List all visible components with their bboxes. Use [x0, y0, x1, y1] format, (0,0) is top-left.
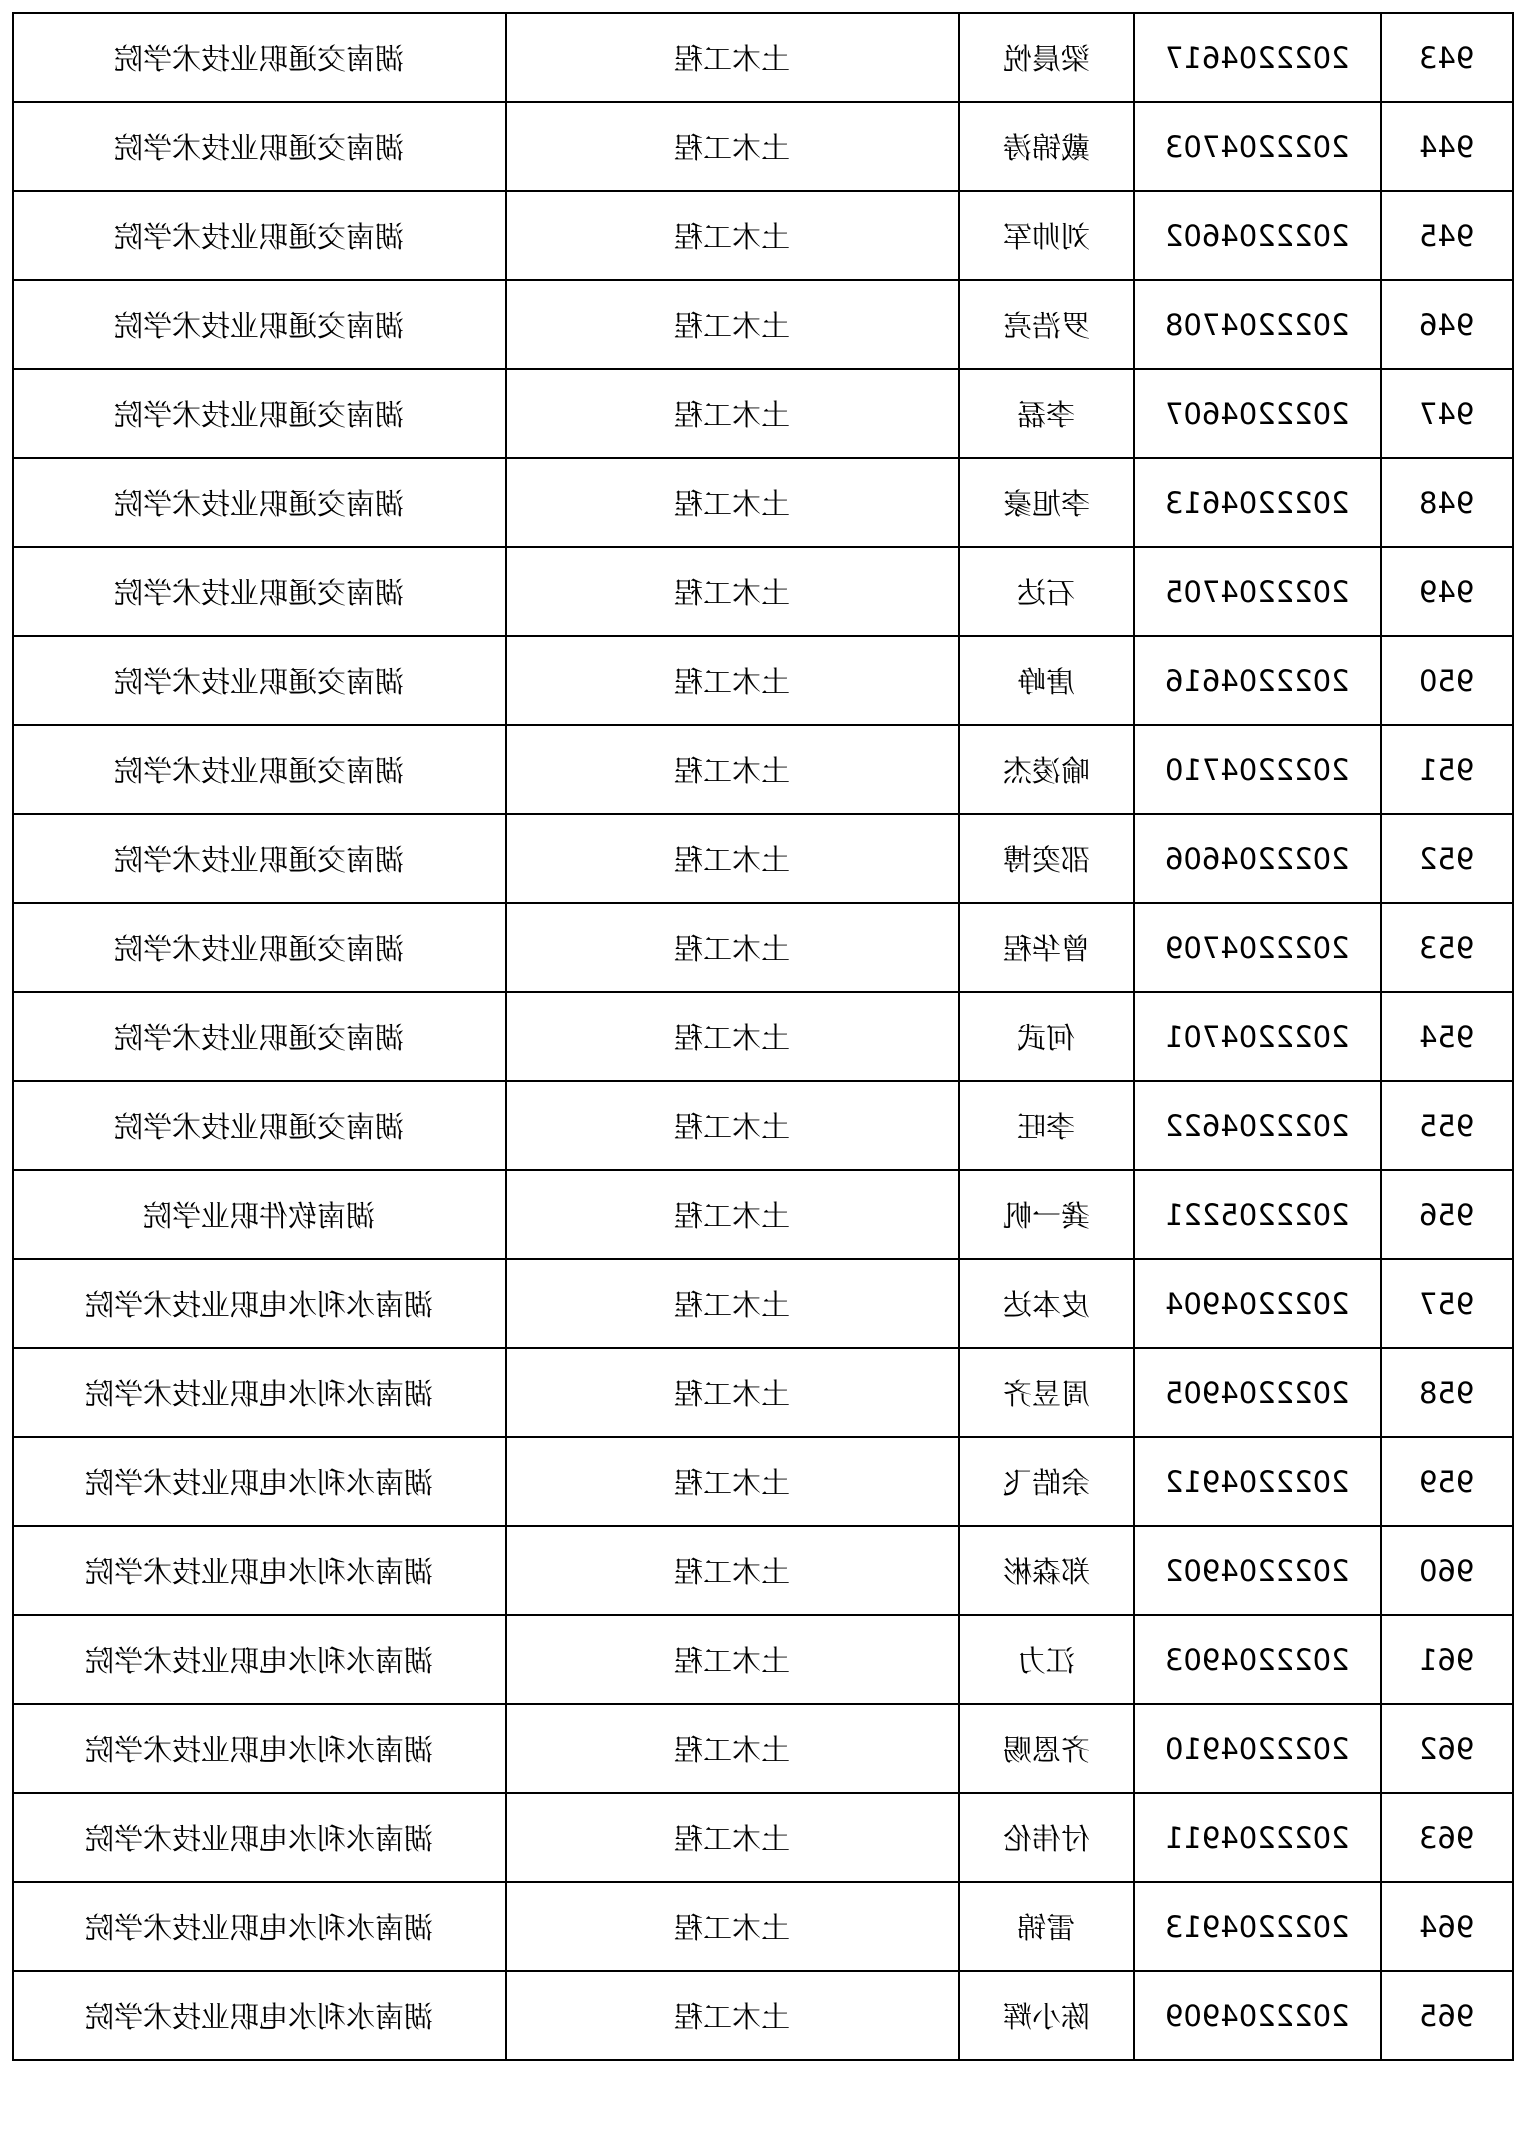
school-cell-text: 湖南交通职业技术学院 [114, 398, 405, 432]
student-id-cell [1134, 1882, 1381, 1971]
student-id-cell [1134, 1704, 1381, 1793]
major-cell-text: 土木工程 [674, 932, 791, 966]
table-row [13, 1170, 1513, 1259]
major-cell [506, 458, 959, 547]
major-cell-text: 土木工程 [674, 1466, 791, 1500]
name-cell [959, 814, 1134, 903]
school-cell [13, 992, 506, 1081]
name-cell [959, 369, 1134, 458]
student-id-cell-text: 2022204910 [1165, 1731, 1350, 1766]
table-row [13, 13, 1513, 102]
major-cell [506, 547, 959, 636]
major-cell-text: 土木工程 [674, 487, 791, 521]
row-number-cell-text: 949 [1419, 574, 1475, 609]
table-row [13, 1526, 1513, 1615]
name-cell [959, 1882, 1134, 1971]
table-row [13, 1704, 1513, 1793]
row-number-cell [1381, 458, 1513, 547]
table-row [13, 458, 1513, 547]
row-number-cell-text: 950 [1419, 663, 1475, 698]
row-number-cell-text: 948 [1419, 485, 1475, 520]
major-cell [506, 1971, 959, 2060]
name-cell-text: 何武 [1017, 1021, 1076, 1055]
name-cell-text: 皮本达 [1002, 1288, 1090, 1322]
school-cell [13, 1526, 506, 1615]
name-cell-text: 唐峥 [1017, 665, 1076, 699]
major-cell [506, 13, 959, 102]
name-cell [959, 458, 1134, 547]
student-id-cell [1134, 903, 1381, 992]
student-id-cell [1134, 13, 1381, 102]
major-cell [506, 636, 959, 725]
student-id-cell [1134, 992, 1381, 1081]
major-cell [506, 903, 959, 992]
school-cell-text: 湖南水利水电职业技术学院 [85, 1377, 434, 1411]
student-id-cell-text: 2022204617 [1165, 40, 1350, 75]
row-number-cell-text: 961 [1419, 1642, 1475, 1677]
major-cell [506, 725, 959, 814]
school-cell-text: 湖南交通职业技术学院 [114, 487, 405, 521]
student-id-cell-text: 2022204909 [1165, 1998, 1350, 2033]
name-cell [959, 1615, 1134, 1704]
school-cell [13, 1971, 506, 2060]
major-cell-text: 土木工程 [674, 42, 791, 76]
row-number-cell [1381, 1259, 1513, 1348]
name-cell-text: 戴锦涛 [1002, 131, 1090, 165]
name-cell-text: 周昱齐 [1002, 1377, 1090, 1411]
major-cell-text: 土木工程 [674, 1110, 791, 1144]
major-cell [506, 1704, 959, 1793]
name-cell-text: 付伟伦 [1002, 1822, 1090, 1856]
school-cell [13, 903, 506, 992]
school-cell-text: 湖南水利水电职业技术学院 [85, 2000, 434, 2034]
row-number-cell [1381, 636, 1513, 725]
major-cell-text: 土木工程 [674, 398, 791, 432]
row-number-cell-text: 947 [1419, 396, 1475, 431]
school-cell-text: 湖南水利水电职业技术学院 [85, 1911, 434, 1945]
student-id-cell-text: 2022204911 [1165, 1820, 1350, 1855]
row-number-cell-text: 964 [1419, 1909, 1475, 1944]
student-id-cell-text: 2022204701 [1165, 1019, 1350, 1054]
student-id-cell [1134, 814, 1381, 903]
school-cell [13, 369, 506, 458]
student-id-cell-text: 2022204912 [1165, 1464, 1350, 1499]
school-cell-text: 湖南水利水电职业技术学院 [85, 1288, 434, 1322]
school-cell [13, 191, 506, 280]
school-cell [13, 1437, 506, 1526]
row-number-cell-text: 945 [1419, 218, 1475, 253]
student-id-cell [1134, 636, 1381, 725]
major-cell-text: 土木工程 [674, 1199, 791, 1233]
major-cell [506, 1170, 959, 1259]
table-row [13, 814, 1513, 903]
student-id-cell [1134, 191, 1381, 280]
row-number-cell [1381, 1081, 1513, 1170]
school-cell [13, 725, 506, 814]
name-cell [959, 1437, 1134, 1526]
major-cell-text: 土木工程 [674, 843, 791, 877]
major-cell [506, 369, 959, 458]
table-row [13, 1793, 1513, 1882]
student-id-cell-text: 2022204903 [1165, 1642, 1350, 1677]
school-cell-text: 湖南水利水电职业技术学院 [85, 1644, 434, 1678]
school-cell [13, 547, 506, 636]
student-id-cell-text: 2022204904 [1165, 1286, 1350, 1321]
student-id-cell-text: 2022204710 [1165, 752, 1350, 787]
name-cell [959, 636, 1134, 725]
student-id-cell-text: 2022204709 [1165, 930, 1350, 965]
row-number-cell [1381, 1348, 1513, 1437]
name-cell [959, 725, 1134, 814]
major-cell-text: 土木工程 [674, 1911, 791, 1945]
school-cell [13, 1704, 506, 1793]
name-cell [959, 1793, 1134, 1882]
name-cell [959, 1526, 1134, 1615]
table-row [13, 1259, 1513, 1348]
student-id-cell [1134, 1259, 1381, 1348]
row-number-cell [1381, 1615, 1513, 1704]
student-id-cell [1134, 369, 1381, 458]
school-cell [13, 1348, 506, 1437]
row-number-cell [1381, 1170, 1513, 1259]
table-row [13, 1882, 1513, 1971]
row-number-cell [1381, 1882, 1513, 1971]
major-cell-text: 土木工程 [674, 665, 791, 699]
school-cell-text: 湖南水利水电职业技术学院 [85, 1733, 434, 1767]
major-cell-text: 土木工程 [674, 309, 791, 343]
student-id-cell-text: 2022204902 [1165, 1553, 1350, 1588]
major-cell [506, 1348, 959, 1437]
school-cell-text: 湖南水利水电职业技术学院 [85, 1822, 434, 1856]
student-id-cell-text: 2022204913 [1165, 1909, 1350, 1944]
student-id-cell-text: 2022204705 [1165, 574, 1350, 609]
row-number-cell [1381, 102, 1513, 191]
major-cell [506, 992, 959, 1081]
student-id-cell [1134, 1971, 1381, 2060]
major-cell [506, 1882, 959, 1971]
table-row [13, 1615, 1513, 1704]
name-cell-text: 余皓飞 [1002, 1466, 1090, 1500]
row-number-cell-text: 953 [1419, 930, 1475, 965]
school-cell-text: 湖南交通职业技术学院 [114, 932, 405, 966]
school-cell [13, 1615, 506, 1704]
student-id-cell [1134, 458, 1381, 547]
school-cell [13, 636, 506, 725]
table-row [13, 280, 1513, 369]
row-number-cell [1381, 992, 1513, 1081]
row-number-cell-text: 960 [1419, 1553, 1475, 1588]
name-cell-text: 曾华程 [1002, 932, 1090, 966]
name-cell [959, 1348, 1134, 1437]
major-cell-text: 土木工程 [674, 754, 791, 788]
table-row [13, 636, 1513, 725]
school-cell [13, 13, 506, 102]
major-cell-text: 土木工程 [674, 2000, 791, 2034]
name-cell-text: 李旺 [1017, 1110, 1076, 1144]
row-number-cell-text: 965 [1419, 1998, 1475, 2033]
table-row [13, 369, 1513, 458]
name-cell-text: 龚一帆 [1002, 1199, 1090, 1233]
name-cell [959, 547, 1134, 636]
school-cell [13, 1170, 506, 1259]
school-cell [13, 814, 506, 903]
student-id-cell-text: 2022204622 [1165, 1108, 1350, 1143]
student-id-cell [1134, 1348, 1381, 1437]
table-row [13, 1971, 1513, 2060]
student-id-cell [1134, 1615, 1381, 1704]
student-id-cell [1134, 1170, 1381, 1259]
major-cell-text: 土木工程 [674, 1288, 791, 1322]
name-cell [959, 1081, 1134, 1170]
school-cell [13, 1882, 506, 1971]
row-number-cell-text: 946 [1419, 307, 1475, 342]
name-cell [959, 102, 1134, 191]
major-cell-text: 土木工程 [674, 1644, 791, 1678]
student-id-cell [1134, 280, 1381, 369]
row-number-cell [1381, 725, 1513, 814]
student-id-cell-text: 2022204703 [1165, 129, 1350, 164]
name-cell [959, 280, 1134, 369]
school-cell-text: 湖南交通职业技术学院 [114, 131, 405, 165]
name-cell-text: 罗浩亮 [1002, 309, 1090, 343]
row-number-cell [1381, 1437, 1513, 1526]
school-cell [13, 1793, 506, 1882]
school-cell-text: 湖南交通职业技术学院 [114, 665, 405, 699]
major-cell-text: 土木工程 [674, 220, 791, 254]
row-number-cell-text: 955 [1419, 1108, 1475, 1143]
table-row [13, 547, 1513, 636]
major-cell-text: 土木工程 [674, 1377, 791, 1411]
row-number-cell-text: 959 [1419, 1464, 1475, 1499]
roster-table [12, 12, 1514, 2061]
name-cell-text: 齐恩赐 [1002, 1733, 1090, 1767]
school-cell [13, 1081, 506, 1170]
major-cell-text: 土木工程 [674, 131, 791, 165]
major-cell [506, 191, 959, 280]
major-cell [506, 1526, 959, 1615]
school-cell-text: 湖南交通职业技术学院 [114, 754, 405, 788]
school-cell-text: 湖南水利水电职业技术学院 [85, 1555, 434, 1589]
student-id-cell-text: 2022204708 [1165, 307, 1350, 342]
name-cell-text: 刘帅军 [1002, 220, 1090, 254]
school-cell-text: 湖南交通职业技术学院 [114, 1110, 405, 1144]
name-cell-text: 邵奕博 [1002, 843, 1090, 877]
school-cell-text: 湖南水利水电职业技术学院 [85, 1466, 434, 1500]
major-cell [506, 814, 959, 903]
row-number-cell-text: 963 [1419, 1820, 1475, 1855]
name-cell-text: 陈小辉 [1002, 2000, 1090, 2034]
student-id-cell-text: 2022204606 [1165, 841, 1350, 876]
student-id-cell [1134, 1793, 1381, 1882]
school-cell-text: 湖南交通职业技术学院 [114, 220, 405, 254]
major-cell-text: 土木工程 [674, 1021, 791, 1055]
school-cell-text: 湖南交通职业技术学院 [114, 843, 405, 877]
name-cell-text: 江力 [1017, 1644, 1076, 1678]
table-row [13, 191, 1513, 280]
row-number-cell [1381, 369, 1513, 458]
major-cell-text: 土木工程 [674, 1555, 791, 1589]
table-row [13, 1348, 1513, 1437]
table-row [13, 992, 1513, 1081]
school-cell [13, 280, 506, 369]
row-number-cell [1381, 1526, 1513, 1615]
table-row [13, 725, 1513, 814]
name-cell-text: 李磊 [1017, 398, 1076, 432]
name-cell [959, 1971, 1134, 2060]
student-id-cell-text: 2022204602 [1165, 218, 1350, 253]
student-id-cell-text: 2022205221 [1165, 1197, 1350, 1232]
school-cell [13, 102, 506, 191]
row-number-cell-text: 952 [1419, 841, 1475, 876]
roster-body [13, 13, 1513, 2060]
name-cell-text: 李旭豪 [1002, 487, 1090, 521]
name-cell [959, 1704, 1134, 1793]
major-cell [506, 1259, 959, 1348]
row-number-cell-text: 944 [1419, 129, 1475, 164]
row-number-cell [1381, 547, 1513, 636]
name-cell-text: 郑森彬 [1002, 1555, 1090, 1589]
row-number-cell [1381, 903, 1513, 992]
major-cell [506, 280, 959, 369]
student-id-cell [1134, 1437, 1381, 1526]
name-cell [959, 903, 1134, 992]
major-cell-text: 土木工程 [674, 1822, 791, 1856]
name-cell [959, 191, 1134, 280]
school-cell-text: 湖南交通职业技术学院 [114, 309, 405, 343]
major-cell-text: 土木工程 [674, 1733, 791, 1767]
row-number-cell-text: 943 [1419, 40, 1475, 75]
table-row [13, 1081, 1513, 1170]
school-cell-text: 湖南软件职业学院 [143, 1199, 376, 1233]
major-cell [506, 1793, 959, 1882]
school-cell-text: 湖南交通职业技术学院 [114, 1021, 405, 1055]
table-row [13, 1437, 1513, 1526]
school-cell [13, 458, 506, 547]
school-cell-text: 湖南交通职业技术学院 [114, 42, 405, 76]
row-number-cell [1381, 1971, 1513, 2060]
student-id-cell [1134, 1081, 1381, 1170]
row-number-cell [1381, 13, 1513, 102]
row-number-cell-text: 957 [1419, 1286, 1475, 1321]
name-cell [959, 992, 1134, 1081]
name-cell-text: 石达 [1017, 576, 1076, 610]
row-number-cell [1381, 280, 1513, 369]
student-id-cell-text: 2022204616 [1165, 663, 1350, 698]
school-cell-text: 湖南交通职业技术学院 [114, 576, 405, 610]
table-row [13, 102, 1513, 191]
row-number-cell-text: 962 [1419, 1731, 1475, 1766]
student-id-cell [1134, 725, 1381, 814]
student-id-cell [1134, 102, 1381, 191]
row-number-cell [1381, 1704, 1513, 1793]
student-id-cell-text: 2022204607 [1165, 396, 1350, 431]
name-cell-text: 雷锦 [1017, 1911, 1076, 1945]
row-number-cell [1381, 814, 1513, 903]
name-cell-text: 喻凌杰 [1002, 754, 1090, 788]
row-number-cell-text: 958 [1419, 1375, 1475, 1410]
student-id-cell-text: 2022204613 [1165, 485, 1350, 520]
row-number-cell [1381, 1793, 1513, 1882]
table-row [13, 903, 1513, 992]
row-number-cell-text: 951 [1419, 752, 1475, 787]
row-number-cell [1381, 191, 1513, 280]
name-cell [959, 13, 1134, 102]
student-id-cell [1134, 547, 1381, 636]
row-number-cell-text: 954 [1419, 1019, 1475, 1054]
major-cell-text: 土木工程 [674, 576, 791, 610]
school-cell [13, 1259, 506, 1348]
student-id-cell-text: 2022204905 [1165, 1375, 1350, 1410]
name-cell-text: 梁晨悦 [1002, 42, 1090, 76]
name-cell [959, 1170, 1134, 1259]
major-cell [506, 1081, 959, 1170]
major-cell [506, 1437, 959, 1526]
row-number-cell-text: 956 [1419, 1197, 1475, 1232]
major-cell [506, 102, 959, 191]
name-cell [959, 1259, 1134, 1348]
major-cell [506, 1615, 959, 1704]
student-id-cell [1134, 1526, 1381, 1615]
